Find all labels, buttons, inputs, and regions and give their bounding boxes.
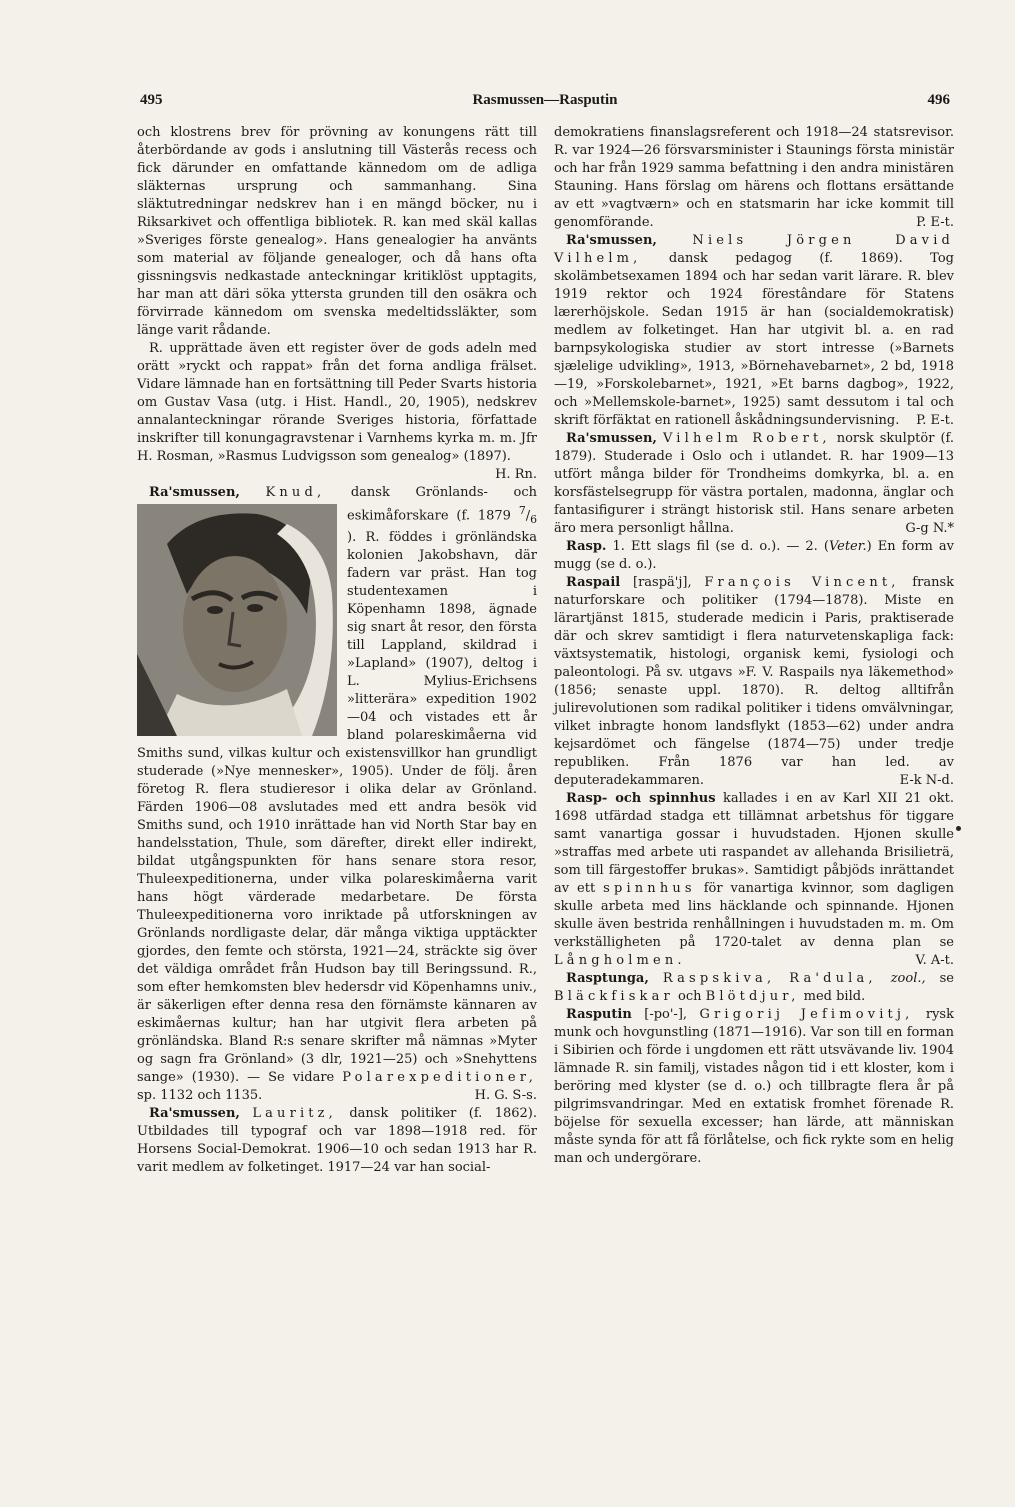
right-column <box>554 124 954 1168</box>
paragraph-ludvigsson-1: och klostrens brev för prövning av konungens rätt till återbördande av gods i anslutning till Västerås recess och fick därunder en omfattande kännedom om de adliga släkternas ursprung och sammanhang. Sina släktutredningar nedskrev han i en mängd böcker, nu i Riksarkivet och offentliga bibliotek. R. kan med skäl kallas »Sveriges förste genealog». Hans genealogier ha använts som material av följande genealoger, och då hans ofta gissningsvis nedkastade anteckningar kritiklöst upptagits, har man att däri söka yttersta grunden till den osäkra och förvirrade kännedom om svenska medeltidssläkter, som länge varit rådande. <box>137 125 537 338</box>
entry-text: ) En form av mugg (se d. o.). <box>554 539 955 572</box>
left-column <box>137 124 537 1177</box>
given-name: Knud, <box>265 485 326 500</box>
running-title: Rasmussen—Rasputin <box>472 92 618 108</box>
entry-text: dansk pedagog (f. 1869). Tog skolämbetsexamen 1894 och har sedan varit lärare. R. blev 1919 rektor och 1924 förestândare för Statens lærerhöjskole. Sedan 1915 är han (socialdemokratisk) medlem av folketinget. Han har utgivit bl. a. en rad barnpsykologiska studier av stort intresse (»Barnets sjælelige udvikling», 1913, »Börnehavebarnet», 2 bd, 1918—19, »Forskolebarnet», 1921, »Et barns dagbog», 1922, och »Mellemskole-barnet», 1925) samt dessutom i tal och skrift förfäktat en rationell åskådningsundervisning. <box>554 251 954 428</box>
entry-text: och <box>678 989 702 1004</box>
author-signature: V. A-t. <box>915 953 954 968</box>
headword: Rasp- och spinnhus <box>566 791 716 806</box>
synonym: Raspskiva, <box>662 971 776 986</box>
entry-text: kallades i en av Karl XII 21 okt. 1698 utfärdad stadga ett tillämnat arbetshus för tiggare samt vanartiga gossar i huvudstaden. Hjonen skulle »straffas med arbete uti raspandet av allehanda Brisilieträ, som till färgestoffer brukas». Samtidigt påbjöds inrättandet av ett <box>554 791 954 896</box>
cross-reference: Blötdjur, <box>705 989 800 1004</box>
entry-niels-rasmussen <box>554 232 954 430</box>
given-name: François Vincent, <box>704 575 900 590</box>
given-name: Lauritz, <box>252 1105 337 1121</box>
page-number-right: 496 <box>927 92 950 108</box>
paragraph-ludvigsson-2 <box>137 340 537 482</box>
subject-label: zool., <box>890 971 926 986</box>
entry-knud-rasmussen <box>137 484 537 1105</box>
portrait-photo <box>137 504 337 736</box>
entry-text: rysk munk och hovgunstling (1871—1916). Var son till en forman i Sibirien och förde i ungdomen ett rätt utsvävande liv. 1904 lämnade R. sin familj, vistades någon tid i ett kloster, kom i beröring med klyster (se d. o.) och tillbragte flera år på pilgrimsvandringar. Med en extatisk fromhet förenade R. böjelse för sexuella excesser; han lärde, att människan måste synda för att få förlåtelse, och fick rykte som en helig man och undergörare. <box>554 1007 954 1166</box>
author-signature: H. G. S-s. <box>474 1087 537 1103</box>
given-name: Niels Jörgen David Vilhelm, <box>554 233 954 266</box>
entry-lauritz-continued <box>554 124 954 232</box>
entry-text: dansk Grönlands- och eskimåforskare (f. 1879 <box>347 485 537 524</box>
entry-rasptunga <box>554 970 954 1006</box>
headword: Ra'smussen, <box>149 485 240 500</box>
entry-text: demokratiens finanslagsreferent och 1918—24 statsrevisor. R. var 1924—26 försvarsminister i Staunings första ministär och har från 1929 samma befattning i den andra ministären Stauning. Hans förslag om härens och flottans ersättande av ett »vagtværn» och en statsmarin har icke kommit till genomförande. <box>554 125 954 230</box>
headword: Rasptunga, <box>566 971 649 986</box>
cross-reference: Polarexpeditioner, <box>342 1069 538 1085</box>
author-signature: E-k N-d. <box>899 773 954 788</box>
pronunciation: [raspä'j], <box>633 575 692 590</box>
running-header <box>140 92 950 114</box>
entry-text: ). R. föddes i grönländska kolonien Jakobshavn, där fadern var präst. Han tog studentexamen i Köpenhamn 1898, ägnade sig snart åt resor, den första till Lappland, skildrad i »Lapland» (1907), deltog i L. Mylius-Erichsens »litterära» expedition 1902—04 och vistades ett år bland polareskimåerna vid Smiths sund, vilkas kultur och existensvillkor han grundligt studerade (»Nye mennesker», 1905). Under de följ. åren företog R. flera studieresor i olika delar av Grönland. Färden 1906—08 avslutades med ett andra besök vid Smiths sund, och 1910 inrättade han vid North Star bay en handelsstation, Thule, som därefter, direkt eller indirekt, bildat utgångspunkten för hans senare stora resor, Thuleexpeditionerna, under vilka polareskimåerna varit hans högt värderade medarbetare. De första Thuleexpeditionerna voro inriktade på utforskningen av Grönlands nordligaste delar, där många viktiga upptäckter gjordes, den femte och största, 1921—24, sträckte sig över det väldiga området från Hudson bay till Beringssund. R., som efter hemkomsten blev hedersdr vid Köpenhamns univ., är säkerligen efter denna resa den förnämste kännaren av eskimåernas kultur; han har utgivit flera arbeten på grönländska. Bland R:s senare skrifter må nämnas »Myter og sagn fra Grönland» (3 dlr, 1921—25) och »Snehyttens sange» (1930). — Se vidare <box>137 529 537 1085</box>
margin-dot <box>956 826 961 831</box>
headword: Raspail <box>566 575 621 590</box>
portrait-image <box>137 504 337 736</box>
entry-rasputin <box>554 1006 954 1168</box>
given-name: Grigorij Jefimovitj, <box>699 1007 914 1022</box>
birth-date-month: 6 <box>530 512 537 526</box>
subject-label: Veter. <box>828 539 867 554</box>
entry-text: 1. Ett slags fil (se d. o.). — 2. ( <box>612 539 829 554</box>
headword: Rasputin <box>566 1007 632 1022</box>
entry-raspail <box>554 574 954 790</box>
cross-reference: Bläckfiskar <box>554 989 674 1004</box>
entry-text: se <box>939 971 955 986</box>
headword: Ra'smussen, <box>149 1105 240 1121</box>
entry-text: fransk naturforskare och politiker (1794—1878). Miste en lärartjänst 1815, studerade medicin i Paris, praktiserade där och skrev samtidigt i flera naturvetenskapliga fack: växtsystematik, histologi, organisk kemi, fysiologi och paleontologi. På sv. utgavs »F. V. Raspails nya läkemethod» (1856; senaste uppl. 1870). R. deltog alltifrån julirevolutionen som radikal politiker i tidens omvälvningar, vilket inbragte honom landsflykt (1853—62) under andra kejsardömet och fängelse (1874—75) under tredje republiken. Från 1876 var han led. av deputeradekammaren. <box>554 575 954 788</box>
given-name: Vilhelm Robert, <box>662 431 831 446</box>
entry-text: dansk politiker (f. 1862). Utbildades till typograf och var 1898—1918 red. för Horsens Social-Demokrat. 1906—10 och sedan 1913 har R. varit medlem av folketinget. 1917—24 var han social- <box>137 1105 537 1175</box>
entry-rasp <box>554 538 954 574</box>
page-number-left: 495 <box>140 92 163 108</box>
cross-reference: Långholmen. <box>554 953 686 968</box>
entry-text: norsk skulptör (f. 1879). Studerade i Oslo och i utlandet. R. har 1909—13 utfört många bilder för Trondheims domkyrka, bl. a. en korsfästelsegrupp för västra portalen, madonna, änglar och fantasifigurer i strängt historisk stil. Hans senare arbeten äro mera personligt hållna. <box>554 431 955 536</box>
synonym: Ra'dula, <box>789 971 877 986</box>
headword: Rasp. <box>566 539 607 554</box>
entry-text: för vanartiga kvinnor, som dagligen skulle arbeta med lins häcklande och spinnande. Hjonen skulle även bestrida renhållningen i huvudstaden m. m. Om verkställigheten på 1720-talet av denna plan se <box>554 881 954 950</box>
author-signature: P. E-t. <box>916 215 954 230</box>
paragraph-text: R. upprättade även ett register över de gods adeln med orätt »ryckt och rappat» från det forna andliga frälset. Vidare lämnade han en fortsättning till Peder Svarts historia om Gustav Vasa (utg. i Hist. Handl., 20, 1905), nedskrev annalanteckningar rörande Sveriges historia, författade inskrifter till konungagravstenar i Varnhems kyrka m. m. Jfr H. Rosman, »Rasmus Ludvigsson som genealog» (1897). <box>137 341 537 464</box>
date-slash: / <box>525 508 531 524</box>
entry-rasp-och-spinnhus <box>554 790 954 970</box>
author-signature: P. E-t. <box>916 413 954 428</box>
headword: Ra'smussen, <box>566 431 657 446</box>
author-signature: H. Rn. <box>495 467 537 482</box>
pronunciation: [-po'-], <box>644 1007 688 1022</box>
entry-vilhelm-rasmussen <box>554 430 954 538</box>
entry-lauritz-rasmussen <box>137 1105 537 1177</box>
entry-text: sp. 1132 och 1135. <box>137 1087 263 1103</box>
headword: Ra'smussen, <box>566 233 657 248</box>
author-signature: G-g N.* <box>905 521 954 536</box>
birth-date-day: 7 <box>518 504 526 517</box>
spaced-term: spinnhus <box>603 881 696 896</box>
entry-text: med bild. <box>803 989 866 1004</box>
